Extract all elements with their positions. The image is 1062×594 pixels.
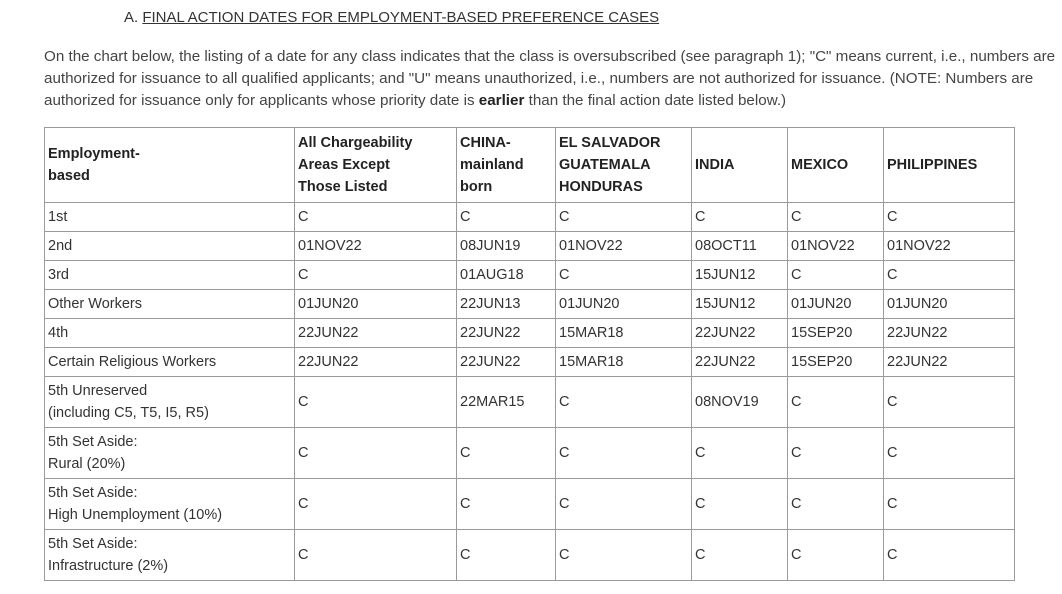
row-label [45,428,295,479]
date-cell: 22JUN22 [295,319,457,348]
header-india [692,128,788,203]
date-cell: 08NOV19 [692,377,788,428]
row-label [45,232,295,261]
date-cell: 22JUN22 [884,319,1015,348]
row-label [45,203,295,232]
date-cell: 01NOV22 [295,232,457,261]
date-cell: C [692,203,788,232]
row-label-line: (including C5, T5, I5, R5) [48,405,209,421]
row-label-line: 4th [48,325,69,341]
header-text-line: born [460,179,493,195]
header-employment-based [45,128,295,203]
header-philippines [884,128,1015,203]
date-cell: 08JUN19 [457,232,556,261]
date-cell: 15JUN12 [692,261,788,290]
date-cell: C [556,428,692,479]
header-text-line: based [48,168,90,184]
date-cell: 15MAR18 [556,319,692,348]
date-cell: C [692,479,788,530]
date-cell: C [457,530,556,581]
intro-emphasis: earlier [478,92,525,109]
date-cell: C [295,479,457,530]
date-cell: 01NOV22 [556,232,692,261]
date-cell: 15JUN12 [692,290,788,319]
row-label-line: Infrastructure (2%) [48,558,169,574]
row-label-line: High Unemployment (10%) [48,507,223,523]
date-cell: C [692,428,788,479]
date-cell: C [884,479,1015,530]
row-label-line: 2nd [48,238,73,254]
header-text-line: MEXICO [791,157,849,173]
date-cell: 22JUN13 [457,290,556,319]
header-text-line: INDIA [695,157,735,173]
date-cell: C [692,530,788,581]
date-cell: C [556,479,692,530]
date-cell: C [295,261,457,290]
final-action-dates-table [44,127,1015,581]
date-cell: 01JUN20 [295,290,457,319]
date-cell: 22MAR15 [457,377,556,428]
table-row [45,203,1015,232]
intro-paragraph [44,46,1056,112]
date-cell: C [556,377,692,428]
header-all-chargeability [295,128,457,203]
date-cell: 22JUN22 [692,348,788,377]
section-prefix: A. [124,9,143,26]
intro-line-1: On the chart below, the listing of a date for any class indicates that the class is oversubscribed (see paragraph 1); "C" means current, i.e., numbers are [44,48,1056,65]
row-label [45,290,295,319]
date-cell: 15MAR18 [556,348,692,377]
row-label-line: 5th Set Aside: [48,536,138,552]
table-row [45,428,1015,479]
row-label-line: Other Workers [48,296,143,312]
header-text-line: mainland [460,157,524,173]
header-text-line: Employment- [48,146,140,162]
date-cell: C [884,203,1015,232]
date-cell: C [457,203,556,232]
date-cell: C [556,530,692,581]
date-cell: C [788,530,884,581]
header-text-line: All Chargeability [298,135,413,151]
date-cell: 15SEP20 [788,348,884,377]
date-cell: C [788,428,884,479]
intro-line-3 [44,90,1019,112]
date-cell: 22JUN22 [457,319,556,348]
table-header [45,128,1015,203]
date-cell: C [556,261,692,290]
date-cell: C [295,377,457,428]
date-cell: 15SEP20 [788,319,884,348]
header-text-line: Areas Except [298,157,390,173]
date-cell: 01JUN20 [556,290,692,319]
date-cell: C [788,377,884,428]
header-el-salvador-guatemala-honduras [556,128,692,203]
date-cell: C [788,203,884,232]
row-label [45,479,295,530]
intro-line-2: authorized for issuance to all qualified applicants; and "U" means unauthorized, i.e., numbers are not authorized for issuance. (NOTE: Numbers are [44,70,1034,87]
intro-line-3-after: than the final action date listed below.) [524,92,787,109]
date-cell: C [556,203,692,232]
table-row [45,232,1015,261]
table-row [45,479,1015,530]
date-cell: 22JUN22 [457,348,556,377]
date-cell: C [295,530,457,581]
table-row [45,377,1015,428]
section-heading [124,8,659,28]
date-cell: C [884,428,1015,479]
date-cell: C [884,261,1015,290]
table-row [45,261,1015,290]
date-cell: 01JUN20 [884,290,1015,319]
table-body [45,203,1015,581]
row-label-line: 1st [48,209,68,225]
row-label [45,530,295,581]
row-label-line: 5th Set Aside: [48,485,138,501]
header-china [457,128,556,203]
section-title: FINAL ACTION DATES FOR EMPLOYMENT-BASED PREFERENCE CASES [142,9,660,26]
date-cell: C [295,428,457,479]
row-label-line: 5th Set Aside: [48,434,138,450]
date-cell: 22JUN22 [692,319,788,348]
row-label [45,261,295,290]
row-label-line: Rural (20%) [48,456,126,472]
date-cell: 22JUN22 [884,348,1015,377]
table-row [45,319,1015,348]
table-row [45,290,1015,319]
intro-line-3-before: authorized for issuance only for applicants whose priority date is [44,92,479,109]
date-cell: 01NOV22 [788,232,884,261]
table-row [45,530,1015,581]
date-cell: C [295,203,457,232]
row-label [45,319,295,348]
date-cell: C [788,479,884,530]
header-mexico [788,128,884,203]
row-label-line: 3rd [48,267,69,283]
date-cell: C [457,428,556,479]
date-cell: C [457,479,556,530]
header-text-line: GUATEMALA [559,157,651,173]
table-row [45,348,1015,377]
header-row [45,128,1015,203]
header-text-line: HONDURAS [559,179,643,195]
header-text-line: EL SALVADOR [559,135,661,151]
date-cell: 01NOV22 [884,232,1015,261]
header-text-line: CHINA- [460,135,511,151]
row-label [45,348,295,377]
header-text-line: PHILIPPINES [887,157,978,173]
row-label-line: Certain Religious Workers [48,354,217,370]
date-cell: 01JUN20 [788,290,884,319]
header-text-line: Those Listed [298,179,388,195]
date-cell: C [884,530,1015,581]
row-label-line: 5th Unreserved [48,383,148,399]
date-cell: 08OCT11 [692,232,788,261]
date-cell: 01AUG18 [457,261,556,290]
date-cell: C [884,377,1015,428]
row-label [45,377,295,428]
date-cell: 22JUN22 [295,348,457,377]
date-cell: C [788,261,884,290]
